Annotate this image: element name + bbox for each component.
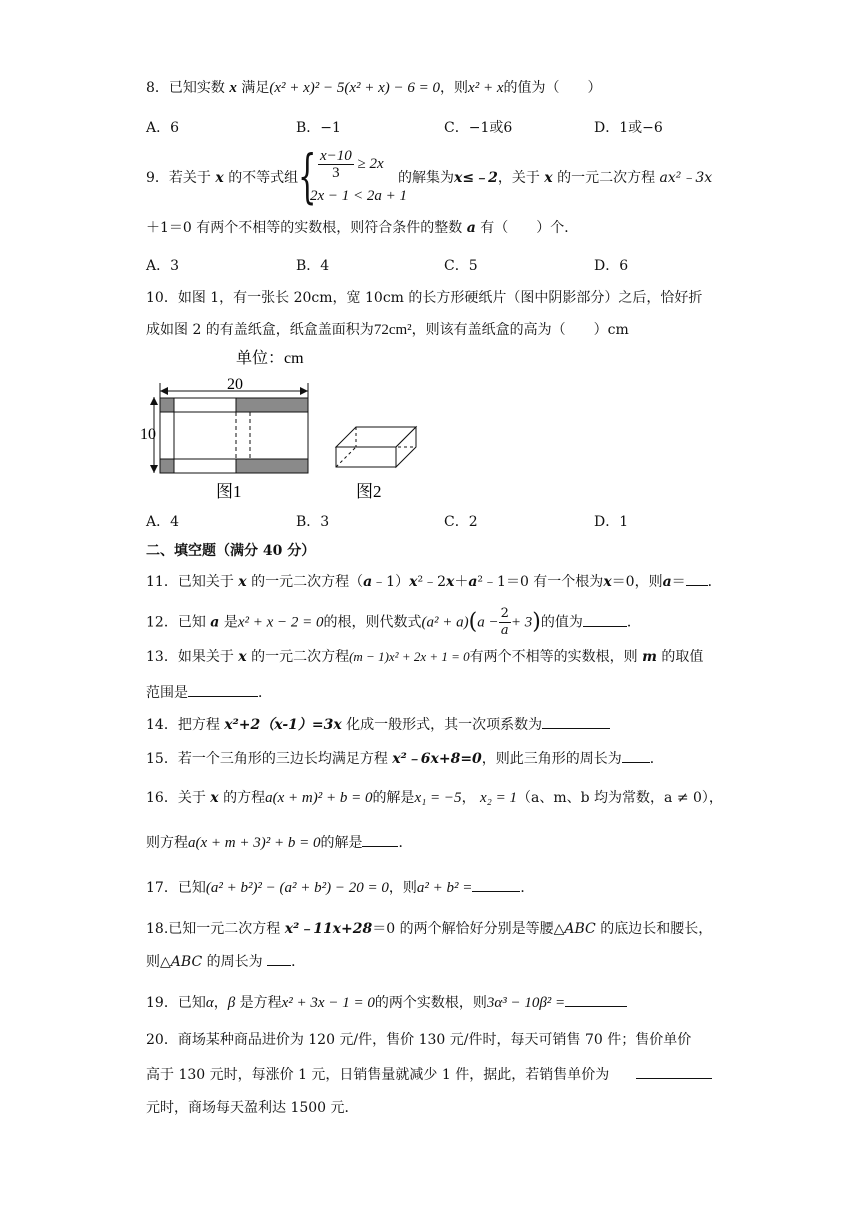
option-a[interactable]: A．3	[146, 258, 180, 274]
question-12: 12．已知 a 是x² + x − 2 = 0的根，则代数式(a² + a)(a − $\frac{2}{a}$ + 3)的值为 ．	[146, 606, 641, 638]
question-15: 15．若一个三角形的三边长均满足方程 x²﹣6x+8=0，则此三角形的周长为 ．	[146, 748, 664, 769]
question-8-stem: 8．已知实数 x 满足(x² + x)² − 5(x² + x) − 6 = 0，则x² + x的值为（ ）	[146, 80, 602, 96]
question-11: 11．已知关于 x 的一元二次方程（a﹣1）x²﹣2x＋a²﹣1＝0 有一个根为x＝0，则a＝ ．	[146, 571, 722, 592]
equation: (x² + x)² − 5(x² + x) − 6 = 0	[269, 80, 441, 96]
option-a[interactable]: A．4	[146, 514, 180, 530]
question-17: 17．已知(a² + b²)² − (a² + b²) − 20 = 0，则a² + b² = ．	[146, 877, 534, 898]
option-c[interactable]: C．−1或6	[444, 120, 513, 136]
option-b[interactable]: B．4	[296, 258, 330, 274]
width-dimension: 20	[227, 376, 243, 393]
question-10-line1: 10．如图 1，有一张长 20cm，宽 10cm 的长方形硬纸片（图中阴影部分）之后，恰好折	[146, 290, 703, 306]
question-9-stem: 9．若关于 x 的不等式组	[146, 170, 299, 186]
question-10-line2: 成如图 2 的有盖纸盒，纸盒盖面积为72cm²，则该有盖纸盒的高为（ ）cm	[146, 322, 629, 338]
figure-2-caption: 图2	[356, 482, 382, 501]
question-18: 18.已知一元二次方程 x²﹣11x+28＝0 的两个解恰好分别是等腰△ABC 的底边长和腰长，	[146, 921, 713, 937]
answer-blank[interactable]	[542, 714, 610, 729]
question-9-stem-cont: 的解集为x≤﹣2，关于 x 的一元二次方程 ax²﹣3x	[398, 170, 713, 186]
option-b[interactable]: B．−1	[296, 120, 341, 136]
option-c[interactable]: C．5	[444, 258, 478, 274]
answer-blank[interactable]	[362, 832, 398, 847]
answer-blank[interactable]	[565, 992, 627, 1007]
height-dimension: 10	[140, 426, 156, 443]
option-d[interactable]: D．6	[594, 258, 629, 274]
answer-blank[interactable]	[622, 748, 650, 763]
figure-1-caption: 图1	[216, 482, 242, 501]
option-d[interactable]: D．1或−6	[594, 120, 663, 136]
unit-label: 单位：cm	[236, 350, 304, 367]
question-16: 16．关于 x 的方程a(x + m)² + b = 0的解是x₁ = −5， x₂ = 1（a、m、b 均为常数，a ≠ 0），	[146, 790, 723, 806]
question-number: 8．	[146, 80, 169, 96]
figure-box-net-and-box	[140, 345, 440, 505]
option-a[interactable]: A．6	[146, 120, 180, 136]
question-20-line1: 20．商场某种商品进价为 120 元/件，售价 130 元/件时，每天可销售 70 件；售价单价	[146, 1032, 692, 1048]
question-13-line2: 范围是 ．	[146, 682, 272, 703]
question-14: 14．把方程 x²+2（x-1）=3x 化成一般形式，其一次项系数为	[146, 714, 610, 735]
question-18-line2: 则△ABC 的周长为 ．	[146, 951, 305, 972]
answer-blank[interactable]	[636, 1064, 712, 1079]
answer-blank[interactable]	[583, 612, 627, 627]
section-title: 二、填空题（满分 40 分）	[146, 543, 316, 559]
answer-blank[interactable]	[686, 571, 708, 586]
answer-blank[interactable]	[267, 951, 291, 966]
inequality-system: { $\frac{x-10}{3}$ ≥ 2x 2x − 1 < 2a + 1	[298, 142, 408, 210]
question-19: 19．已知α，β 是方程x² + 3x − 1 = 0的两个实数根，则3α³ − 10β² =	[146, 992, 627, 1013]
option-d[interactable]: D．1	[594, 514, 629, 530]
answer-blank[interactable]	[472, 877, 520, 892]
question-9-line2: ＋1＝0 有两个不相等的实数根，则符合条件的整数 a 有（ ）个．	[146, 220, 579, 236]
question-16-line2: 则方程a(x + m + 3)² + b = 0的解是 ．	[146, 832, 412, 853]
question-13: 13．如果关于 x 的一元二次方程(m − 1)x² + 2x + 1 = 0有两个不相等的实数根，则 m 的取值	[146, 649, 704, 665]
option-c[interactable]: C．2	[444, 514, 478, 530]
option-b[interactable]: B．3	[296, 514, 330, 530]
answer-blank[interactable]	[188, 682, 258, 697]
question-20-line2: 高于 130 元时，每涨价 1 元，日销售量就减少 1 件，据此，若销售单价为	[146, 1064, 712, 1085]
question-20-line3: 元时，商场每天盈利达 1500 元．	[146, 1100, 359, 1116]
